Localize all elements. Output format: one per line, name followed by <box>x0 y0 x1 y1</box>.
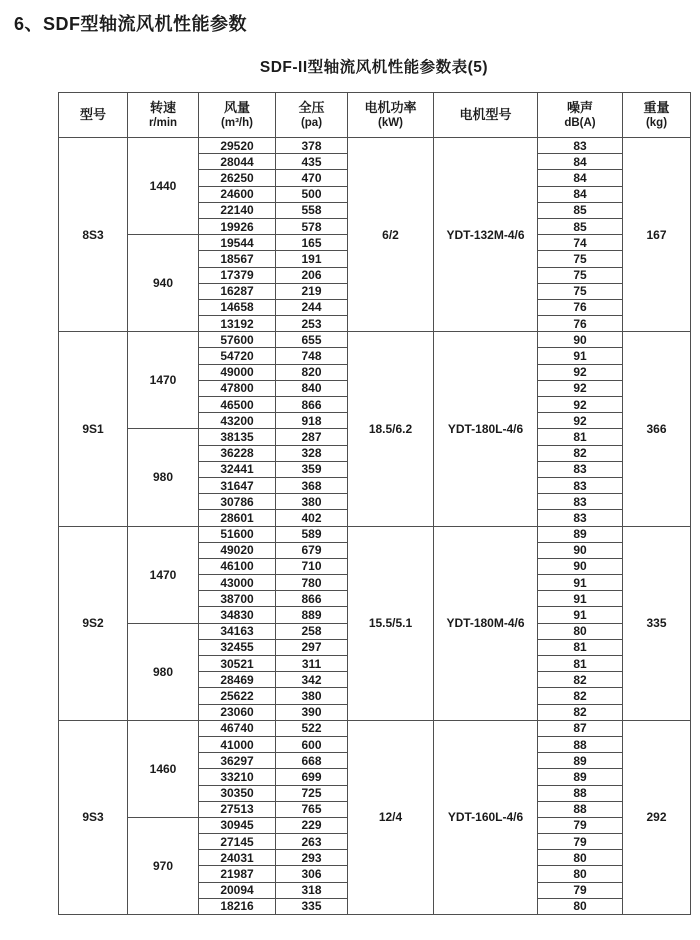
pressure-cell: 380 <box>276 494 348 510</box>
speed-cell: 980 <box>128 623 199 720</box>
noise-cell: 80 <box>538 623 623 639</box>
pressure-cell: 866 <box>276 591 348 607</box>
noise-cell: 79 <box>538 834 623 850</box>
speed-cell: 1470 <box>128 526 199 623</box>
flow-cell: 27513 <box>199 801 276 817</box>
noise-cell: 76 <box>538 299 623 315</box>
weight-cell: 167 <box>623 138 691 332</box>
col-header-flow <box>199 93 276 138</box>
pressure-cell: 470 <box>276 170 348 186</box>
col-header-power <box>348 93 434 138</box>
pressure-cell: 765 <box>276 801 348 817</box>
fan-table-body <box>59 138 691 915</box>
flow-cell: 29520 <box>199 138 276 154</box>
pressure-cell: 500 <box>276 186 348 202</box>
flow-cell: 31647 <box>199 477 276 493</box>
flow-cell: 17379 <box>199 267 276 283</box>
noise-cell: 75 <box>538 283 623 299</box>
flow-cell: 30350 <box>199 785 276 801</box>
noise-cell: 75 <box>538 267 623 283</box>
pressure-cell: 244 <box>276 299 348 315</box>
col-header-unit: (m³/h) <box>221 116 253 129</box>
noise-cell: 83 <box>538 461 623 477</box>
pressure-cell: 699 <box>276 769 348 785</box>
model-cell: 9S1 <box>59 332 128 526</box>
flow-cell: 18567 <box>199 251 276 267</box>
speed-cell: 940 <box>128 235 199 332</box>
col-header-unit: (pa) <box>300 116 323 129</box>
noise-cell: 83 <box>538 494 623 510</box>
pressure-cell: 435 <box>276 154 348 170</box>
flow-cell: 51600 <box>199 526 276 542</box>
noise-cell: 88 <box>538 801 623 817</box>
pressure-cell: 725 <box>276 785 348 801</box>
flow-cell: 36228 <box>199 445 276 461</box>
flow-cell: 46500 <box>199 397 276 413</box>
noise-cell: 92 <box>538 380 623 396</box>
flow-cell: 47800 <box>199 380 276 396</box>
flow-cell: 49020 <box>199 542 276 558</box>
table-subtitle: SDF-II型轴流风机性能参数表(5) <box>259 59 489 76</box>
noise-cell: 92 <box>538 397 623 413</box>
flow-cell: 19926 <box>199 218 276 234</box>
pressure-cell: 219 <box>276 283 348 299</box>
fan-performance-table <box>58 92 691 915</box>
pressure-cell: 558 <box>276 202 348 218</box>
flow-cell: 26250 <box>199 170 276 186</box>
noise-cell: 84 <box>538 186 623 202</box>
pressure-cell: 668 <box>276 753 348 769</box>
motor-cell: YDT-180M-4/6 <box>434 526 538 720</box>
pressure-cell: 866 <box>276 397 348 413</box>
pressure-cell: 820 <box>276 364 348 380</box>
flow-cell: 38700 <box>199 591 276 607</box>
noise-cell: 76 <box>538 316 623 332</box>
flow-cell: 57600 <box>199 332 276 348</box>
pressure-cell: 710 <box>276 558 348 574</box>
power-cell: 12/4 <box>348 720 434 914</box>
noise-cell: 84 <box>538 154 623 170</box>
power-cell: 6/2 <box>348 138 434 332</box>
noise-cell: 83 <box>538 138 623 154</box>
pressure-cell: 748 <box>276 348 348 364</box>
flow-cell: 27145 <box>199 834 276 850</box>
noise-cell: 90 <box>538 542 623 558</box>
flow-cell: 14658 <box>199 299 276 315</box>
flow-cell: 30945 <box>199 817 276 833</box>
pressure-cell: 328 <box>276 445 348 461</box>
table-header <box>59 93 691 138</box>
flow-cell: 38135 <box>199 429 276 445</box>
flow-cell: 33210 <box>199 769 276 785</box>
pressure-cell: 191 <box>276 251 348 267</box>
noise-cell: 90 <box>538 332 623 348</box>
motor-cell: YDT-160L-4/6 <box>434 720 538 914</box>
noise-cell: 91 <box>538 348 623 364</box>
noise-cell: 88 <box>538 785 623 801</box>
flow-cell: 30521 <box>199 656 276 672</box>
flow-cell: 43000 <box>199 575 276 591</box>
col-header-noise <box>538 93 623 138</box>
noise-cell: 85 <box>538 218 623 234</box>
noise-cell: 80 <box>538 850 623 866</box>
pressure-cell: 522 <box>276 720 348 736</box>
col-header-model <box>59 93 128 138</box>
motor-cell: YDT-132M-4/6 <box>434 138 538 332</box>
flow-cell: 49000 <box>199 364 276 380</box>
col-header-label: 噪声 <box>566 99 593 115</box>
flow-cell: 32455 <box>199 639 276 655</box>
noise-cell: 79 <box>538 817 623 833</box>
motor-cell: YDT-180L-4/6 <box>434 332 538 526</box>
col-header-label: 风量 <box>223 99 250 115</box>
noise-cell: 75 <box>538 251 623 267</box>
page-title: 6、SDF型轴流风机性能参数 <box>14 14 248 34</box>
noise-cell: 91 <box>538 591 623 607</box>
pressure-cell: 589 <box>276 526 348 542</box>
pressure-cell: 263 <box>276 834 348 850</box>
power-cell: 18.5/6.2 <box>348 332 434 526</box>
pressure-cell: 780 <box>276 575 348 591</box>
flow-cell: 13192 <box>199 316 276 332</box>
pressure-cell: 368 <box>276 477 348 493</box>
noise-cell: 85 <box>538 202 623 218</box>
table-row <box>59 526 691 542</box>
noise-cell: 81 <box>538 639 623 655</box>
pressure-cell: 380 <box>276 688 348 704</box>
flow-cell: 24031 <box>199 850 276 866</box>
pressure-cell: 258 <box>276 623 348 639</box>
table-row <box>59 138 691 154</box>
pressure-cell: 165 <box>276 235 348 251</box>
col-header-unit: dB(A) <box>564 116 596 129</box>
pressure-cell: 253 <box>276 316 348 332</box>
pressure-cell: 578 <box>276 218 348 234</box>
flow-cell: 46100 <box>199 558 276 574</box>
table-row <box>59 720 691 736</box>
noise-cell: 82 <box>538 688 623 704</box>
weight-cell: 366 <box>623 332 691 526</box>
noise-cell: 84 <box>538 170 623 186</box>
pressure-cell: 297 <box>276 639 348 655</box>
weight-cell: 335 <box>623 526 691 720</box>
flow-cell: 54720 <box>199 348 276 364</box>
flow-cell: 21987 <box>199 866 276 882</box>
model-cell: 9S3 <box>59 720 128 914</box>
noise-cell: 82 <box>538 704 623 720</box>
flow-cell: 18216 <box>199 898 276 914</box>
noise-cell: 91 <box>538 607 623 623</box>
col-header-label: 重量 <box>643 99 670 115</box>
table-row <box>59 332 691 348</box>
flow-cell: 30786 <box>199 494 276 510</box>
pressure-cell: 293 <box>276 850 348 866</box>
noise-cell: 80 <box>538 898 623 914</box>
pressure-cell: 287 <box>276 429 348 445</box>
pressure-cell: 335 <box>276 898 348 914</box>
pressure-cell: 840 <box>276 380 348 396</box>
col-header-label: 型号 <box>79 106 106 122</box>
flow-cell: 28601 <box>199 510 276 526</box>
pressure-cell: 402 <box>276 510 348 526</box>
speed-cell: 980 <box>128 429 199 526</box>
flow-cell: 34830 <box>199 607 276 623</box>
noise-cell: 91 <box>538 575 623 591</box>
noise-cell: 89 <box>538 769 623 785</box>
col-header-label: 电机功率 <box>364 99 417 115</box>
flow-cell: 28044 <box>199 154 276 170</box>
noise-cell: 82 <box>538 672 623 688</box>
noise-cell: 80 <box>538 866 623 882</box>
col-header-label: 转速 <box>149 99 176 115</box>
noise-cell: 88 <box>538 736 623 752</box>
speed-cell: 1440 <box>128 138 199 235</box>
noise-cell: 83 <box>538 477 623 493</box>
col-header-unit: r/min <box>148 116 178 129</box>
col-header-unit: (kW) <box>378 116 403 129</box>
speed-cell: 1470 <box>128 332 199 429</box>
flow-cell: 34163 <box>199 623 276 639</box>
flow-cell: 32441 <box>199 461 276 477</box>
flow-cell: 22140 <box>199 202 276 218</box>
power-cell: 15.5/5.1 <box>348 526 434 720</box>
model-cell: 9S2 <box>59 526 128 720</box>
pressure-cell: 889 <box>276 607 348 623</box>
pressure-cell: 318 <box>276 882 348 898</box>
col-header-motor <box>434 93 538 138</box>
pressure-cell: 390 <box>276 704 348 720</box>
noise-cell: 79 <box>538 882 623 898</box>
flow-cell: 28469 <box>199 672 276 688</box>
col-header-pressure <box>276 93 348 138</box>
pressure-cell: 206 <box>276 267 348 283</box>
noise-cell: 82 <box>538 445 623 461</box>
noise-cell: 83 <box>538 510 623 526</box>
noise-cell: 87 <box>538 720 623 736</box>
pressure-cell: 655 <box>276 332 348 348</box>
flow-cell: 19544 <box>199 235 276 251</box>
col-header-label: 全压 <box>298 99 325 115</box>
pressure-cell: 918 <box>276 413 348 429</box>
pressure-cell: 378 <box>276 138 348 154</box>
pressure-cell: 311 <box>276 656 348 672</box>
flow-cell: 36297 <box>199 753 276 769</box>
noise-cell: 92 <box>538 364 623 380</box>
noise-cell: 90 <box>538 558 623 574</box>
flow-cell: 25622 <box>199 688 276 704</box>
flow-cell: 46740 <box>199 720 276 736</box>
col-header-unit: (kg) <box>645 116 668 129</box>
flow-cell: 20094 <box>199 882 276 898</box>
pressure-cell: 679 <box>276 542 348 558</box>
weight-cell: 292 <box>623 720 691 914</box>
model-cell: 8S3 <box>59 138 128 332</box>
col-header-label: 电机型号 <box>459 106 512 122</box>
noise-cell: 81 <box>538 429 623 445</box>
noise-cell: 89 <box>538 753 623 769</box>
noise-cell: 74 <box>538 235 623 251</box>
noise-cell: 89 <box>538 526 623 542</box>
speed-cell: 1460 <box>128 720 199 817</box>
flow-cell: 16287 <box>199 283 276 299</box>
pressure-cell: 306 <box>276 866 348 882</box>
flow-cell: 41000 <box>199 736 276 752</box>
pressure-cell: 342 <box>276 672 348 688</box>
pressure-cell: 600 <box>276 736 348 752</box>
col-header-speed <box>128 93 199 138</box>
speed-cell: 970 <box>128 817 199 914</box>
header-row <box>59 93 691 138</box>
noise-cell: 92 <box>538 413 623 429</box>
pressure-cell: 229 <box>276 817 348 833</box>
col-header-weight <box>623 93 691 138</box>
flow-cell: 24600 <box>199 186 276 202</box>
flow-cell: 23060 <box>199 704 276 720</box>
flow-cell: 43200 <box>199 413 276 429</box>
pressure-cell: 359 <box>276 461 348 477</box>
noise-cell: 81 <box>538 656 623 672</box>
